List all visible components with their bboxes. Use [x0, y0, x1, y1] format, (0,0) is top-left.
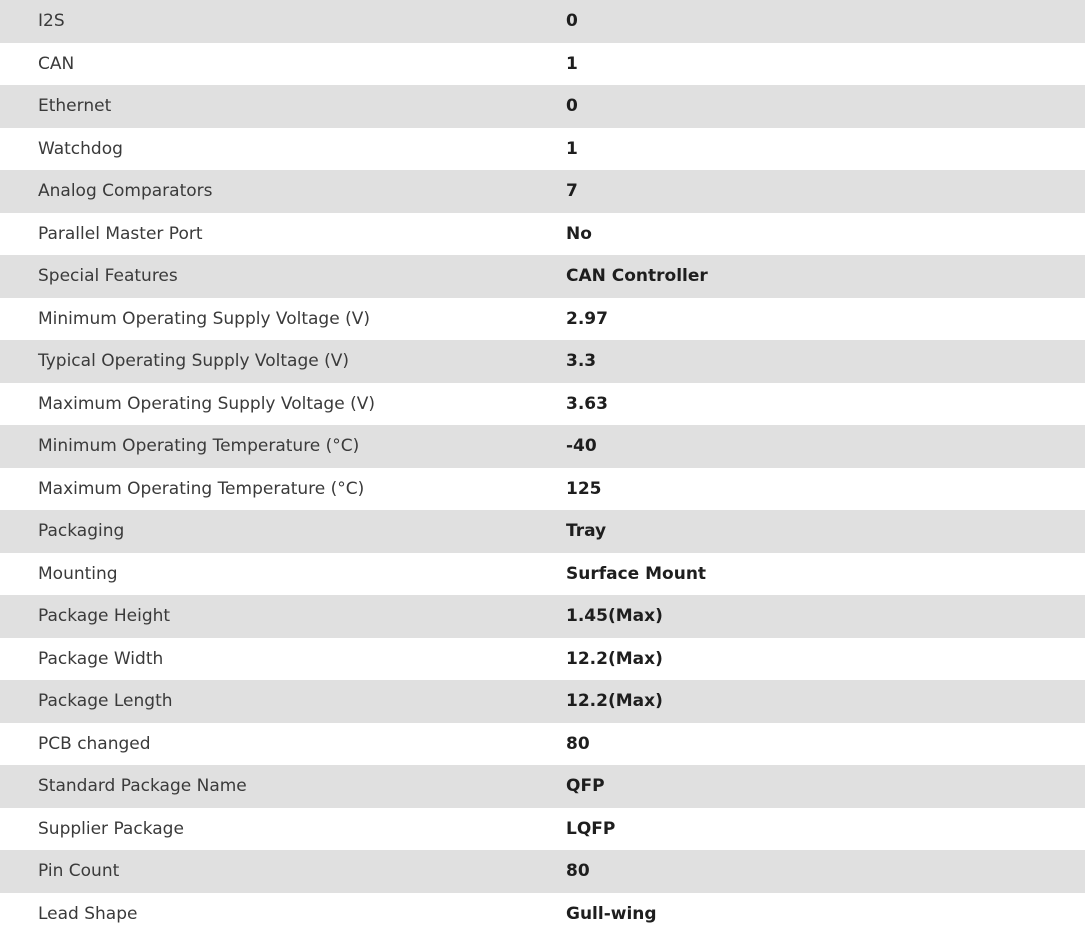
spec-row-max-supply-voltage	[0, 383, 1085, 426]
spec-value: 80	[566, 861, 590, 882]
spec-row-pin-count	[0, 850, 1085, 893]
spec-row-parallel-master-port	[0, 213, 1085, 256]
spec-value: -40	[566, 436, 597, 457]
spec-label: Package Height	[38, 606, 171, 627]
spec-row-package-width	[0, 638, 1085, 681]
spec-label: Pin Count	[38, 861, 120, 882]
spec-label: Standard Package Name	[38, 776, 247, 797]
spec-row-pcb-changed	[0, 723, 1085, 766]
spec-value: 7	[566, 181, 578, 202]
spec-label: Mounting	[38, 563, 118, 584]
spec-value: 1	[566, 138, 578, 159]
spec-value: 2.97	[566, 308, 608, 329]
spec-row-packaging	[0, 510, 1085, 553]
spec-row-min-temperature	[0, 425, 1085, 468]
spec-value: 80	[566, 733, 590, 754]
spec-value: QFP	[566, 776, 605, 797]
spec-row-max-temperature	[0, 468, 1085, 511]
spec-label: PCB changed	[38, 733, 151, 754]
spec-row-mounting	[0, 553, 1085, 596]
spec-label: Maximum Operating Temperature (°C)	[38, 478, 365, 499]
spec-label: Minimum Operating Temperature (°C)	[38, 436, 360, 457]
spec-label: Maximum Operating Supply Voltage (V)	[38, 393, 375, 414]
spec-value: 1.45(Max)	[566, 606, 663, 627]
spec-value: 125	[566, 478, 602, 499]
spec-label: Special Features	[38, 266, 178, 287]
spec-label: Package Length	[38, 691, 173, 712]
spec-value: 3.3	[566, 351, 597, 372]
spec-row-package-length	[0, 680, 1085, 723]
spec-value: CAN Controller	[566, 266, 708, 287]
spec-value: Surface Mount	[566, 563, 707, 584]
spec-label: Supplier Package	[38, 818, 184, 839]
spec-value: 0	[566, 96, 578, 117]
spec-value: 12.2(Max)	[566, 648, 663, 669]
spec-label: Parallel Master Port	[38, 223, 203, 244]
spec-row-lead-shape	[0, 893, 1085, 935]
spec-label: Watchdog	[38, 138, 123, 159]
spec-row-watchdog	[0, 128, 1085, 171]
spec-label: Analog Comparators	[38, 181, 213, 202]
spec-row-analog-comparators	[0, 170, 1085, 213]
spec-row-package-height	[0, 595, 1085, 638]
spec-value: 0	[566, 11, 578, 32]
spec-row-special-features	[0, 255, 1085, 298]
spec-label: Package Width	[38, 648, 164, 669]
spec-value: 1	[566, 53, 578, 74]
spec-value: LQFP	[566, 818, 616, 839]
spec-label: Minimum Operating Supply Voltage (V)	[38, 308, 370, 329]
spec-label: Packaging	[38, 521, 125, 542]
spec-label: Ethernet	[38, 96, 112, 117]
spec-value: 3.63	[566, 393, 608, 414]
spec-row-ethernet	[0, 85, 1085, 128]
spec-label: CAN	[38, 53, 75, 74]
spec-row-can	[0, 43, 1085, 86]
spec-row-min-supply-voltage	[0, 298, 1085, 341]
spec-value: Tray	[566, 521, 607, 542]
spec-row-supplier-package	[0, 808, 1085, 851]
spec-label: I2S	[38, 11, 65, 32]
spec-value: 12.2(Max)	[566, 691, 663, 712]
spec-value: No	[566, 223, 592, 244]
spec-label: Typical Operating Supply Voltage (V)	[38, 351, 349, 372]
spec-row-standard-package-name	[0, 765, 1085, 808]
spec-row-typ-supply-voltage	[0, 340, 1085, 383]
spec-label: Lead Shape	[38, 903, 138, 924]
spec-row-i2s	[0, 0, 1085, 43]
spec-value: Gull-wing	[566, 903, 657, 924]
